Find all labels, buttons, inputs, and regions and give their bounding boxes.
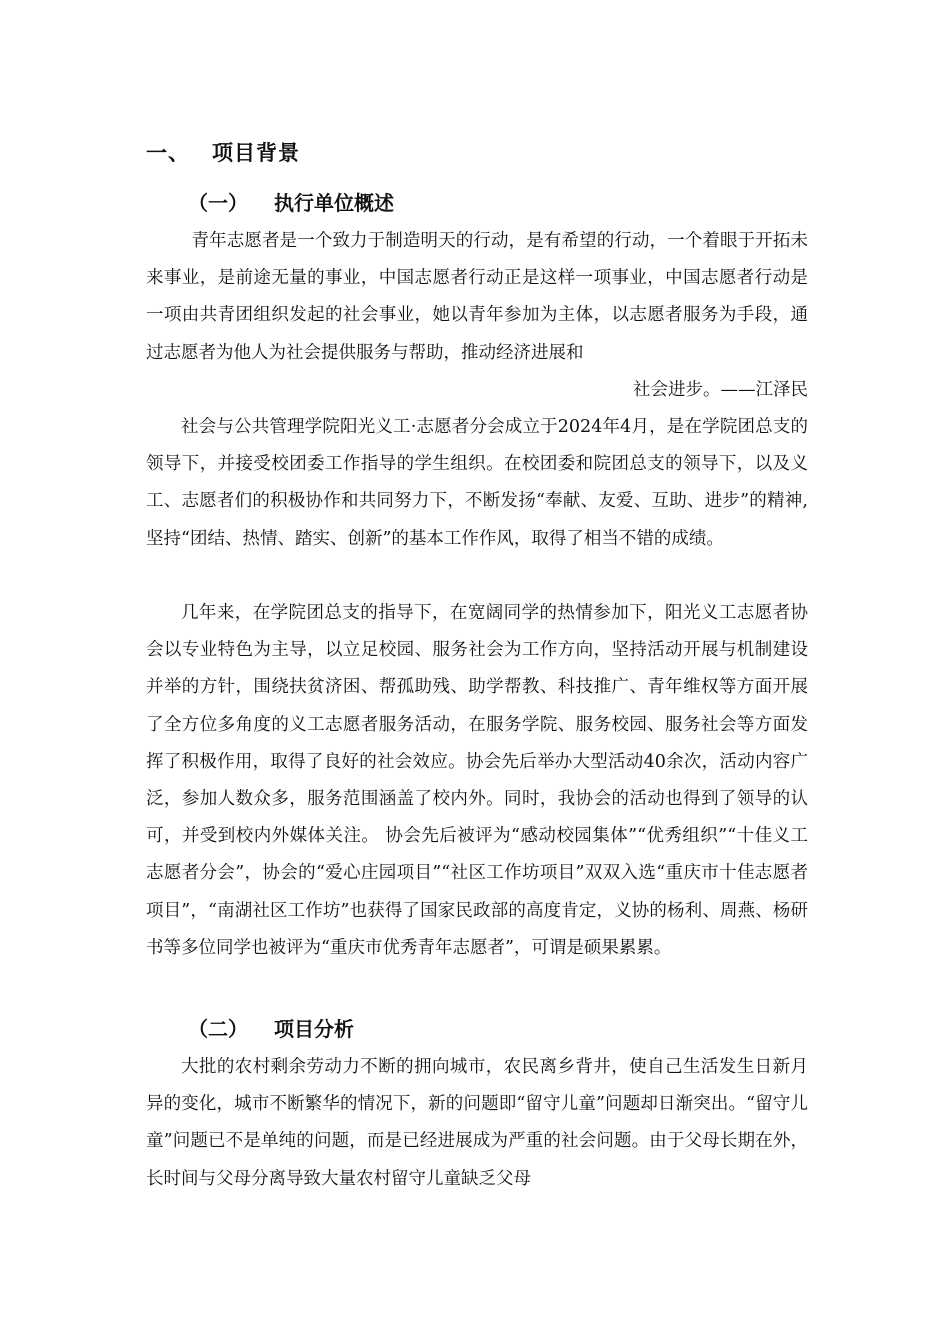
- subsection-number: （二）: [188, 1017, 248, 1041]
- paragraph-association-achievements: 几年来，在学院团总支的指导下，在宽阔同学的热情参加下，阳光义工志愿者协会以专业特色为主导，以立足校园、服务社会为工作方向，坚持活动开展与机制建设并举的方针，围绕扶贫济困、帮孤助残、助学帮教、科技推广、青年维权等方面开展了全方位多角度的义工志愿者服务活动，在服务学院、服务校园、服务社会等方面发挥了积极作用，取得了良好的社会效应。协会先后举办大型活动40余次，活动内容广泛，参加人数众多，服务范围涵盖了校内外。同时，我协会的活动也得到了领导的认可，并受到校内外媒体关注。 协会先后被评为“感动校园集体”“优秀组织”“十佳义工志愿者分会”，协会的“爱心庄园项目”“社区工作坊项目”双双入选“重庆市十佳志愿者项目”，“南湖社区工作坊”也获得了国家民政部的高度肯定，义协的杨利、周燕、杨研书等多位同学也被评为“重庆市优秀青年志愿者”，可谓是硕果累累。: [146, 603, 808, 958]
- subsection-title: 项目分析: [274, 1017, 354, 1041]
- subsection-title: 执行单位概述: [274, 191, 394, 215]
- subsection-heading-analysis: [188, 1013, 354, 1042]
- section-number: 一、: [146, 141, 190, 165]
- section-title: 项目背景: [212, 141, 300, 165]
- quote-paragraph: [146, 223, 808, 409]
- quote-attribution: 社会进步。——江泽民: [633, 379, 808, 400]
- paragraph-association-founding: 社会与公共管理学院阳光义工·志愿者分会成立于2024年4月，是在学院团总支的领导下，并接受校团委工作指导的学生组织。在校团委和院团总支的领导下，以及义工、志愿者们的积极协作和共同努力下，不断发扬“奉献、友爱、互助、进步”的精神,坚持“团结、热情、踏实、创新”的基本工作作风，取得了相当不错的成绩。: [146, 417, 808, 549]
- subsection-heading-overview: [188, 187, 394, 216]
- paragraph-left-behind-children: 大批的农村剩余劳动力不断的拥向城市，农民离乡背井，使自己生活发生日新月异的变化，城市不断繁华的情况下，新的问题即“留守儿童”问题却日渐突出。“留守儿童”问题已不是单纯的问题，而是已经进展成为严重的社会问题。由于父母长期在外，长时间与父母分离导致大量农村留守儿童缺乏父母: [146, 1057, 808, 1189]
- section-heading-background: [146, 137, 300, 167]
- quote-text: 青年志愿者是一个致力于制造明天的行动，是有希望的行动，一个着眼于开拓未来事业，是前途无量的事业，中国志愿者行动正是这样一项事业，中国志愿者行动是一项由共青团组织发起的社会事业，她以青年参加为主体，以志愿者服务为手段，通过志愿者为他人为社会提供服务与帮助，推动经济进展和: [146, 231, 808, 363]
- subsection-number: （一）: [188, 191, 248, 215]
